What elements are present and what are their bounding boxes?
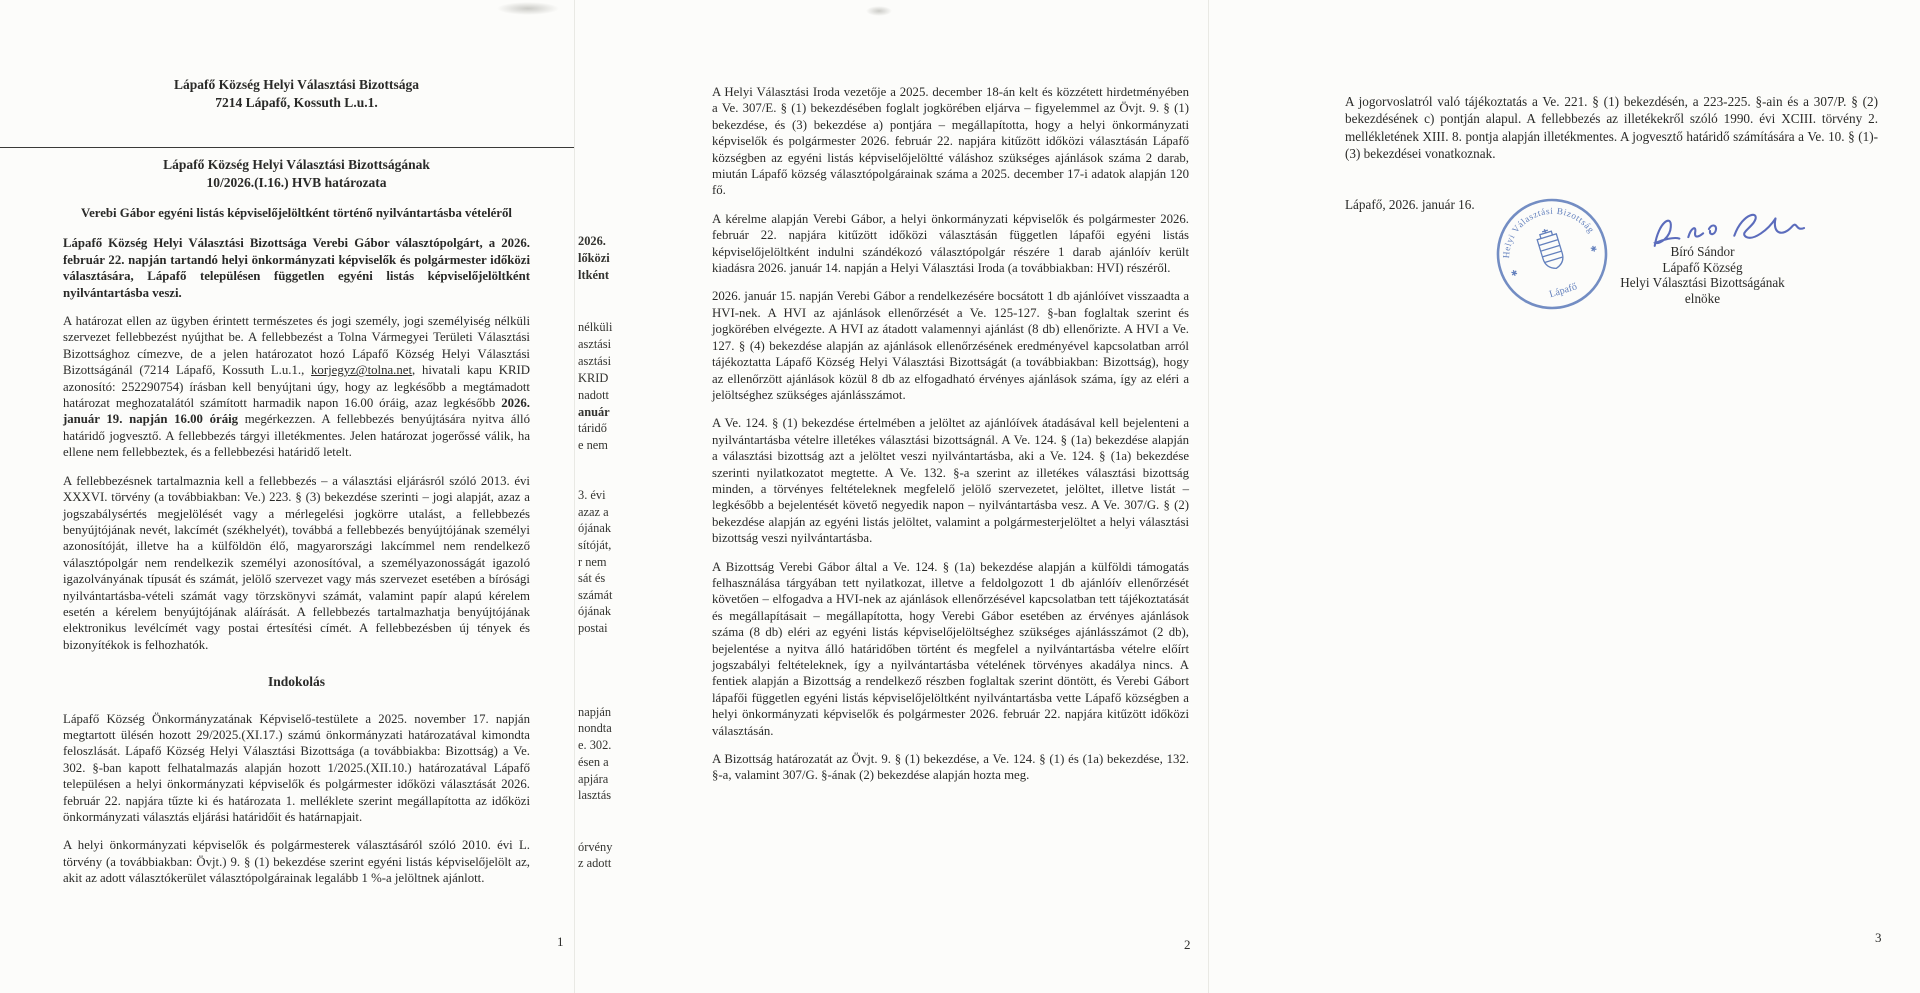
dissolution-paragraph: Lápafő Község Önkormányzatának Képviselő-testülete a 2025. november 17. napján megtartott ülésén hozott 29/2025.(XI.17.) számú önkormányzati határozatával kimondta feloszlását. Lápafő Község Helyi Választási Bizottsága (a továbbiakba: Bizottság) a Ve. 302. §-ban kapott felhatalmazás alapján hozott 1/2025.(XII.10.) határozatával Lápafő településen a helyi önkormányzati képviselők és polgármester időközi választását 2026. február 22. napjára tűzte ki és határozata 1. melléklete szerint megállapította az időközi önkormányzati választás eljárási határidőit és határnapjait.: [63, 711, 530, 824]
scan-artifact-fragment: postai: [578, 621, 608, 635]
operative-paragraph: Lápafő Község Helyi Választási Bizottsága Verebi Gábor választópolgárt, a 2026. február 22. napján tartandó helyi önkormányzati képviselők és polgármester időközi választására, Lápafő településen független egyéni listás képviselőjelöltként nyilvántartásba veszi.: [63, 236, 530, 300]
signer-org-line2: Helyi Választási Bizottságának: [1620, 275, 1785, 291]
scan-artifact-fragment: r nem: [578, 555, 607, 569]
letterhead-line1: Lápafő Község Helyi Választási Bizottsága: [174, 77, 419, 92]
stamp-star-right: ✱: [1589, 243, 1599, 255]
scan-artifact-fragment: asztási: [578, 337, 612, 351]
scan-smudge: [866, 6, 892, 16]
appeal-text-pre: A határozat ellen az ügyben érintett természetes és jogi személy, jogi személyiség nélküli szervezet fellebbezést nyújthat be. A fellebbezést a Tolna Vármegyei Területi Választási Bizottsághoz címezve, de a jelen határozatot hozó Lápafő Község Helyi Választási Bizottságánál (7214 Lápafő, Kossuth L.u.1.,: [63, 314, 530, 378]
signer-role: elnöke: [1684, 290, 1721, 306]
scan-artifact-fragment: asztási: [578, 354, 612, 368]
page-number-1: 1: [557, 934, 564, 949]
appeal-email: korjegyz@tolna.net: [311, 363, 413, 378]
legal-basis-paragraph: A Bizottság határozatát az Övjt. 9. § (1) bekezdése, a Ve. 124. § (1) és (1a) bekezdése, 132. §-a, valamint 307/G. §-ának (2) bekezdése alapján hozta meg.: [712, 752, 1189, 783]
signature-block: [1585, 244, 1820, 306]
scan-artifact-fragment: ltként: [578, 268, 609, 282]
signer-org-line1: Lápafő Község: [1662, 259, 1743, 275]
page1-body: [63, 156, 530, 887]
scan-edge-artifacts: [578, 0, 658, 993]
decision-title-line1: Lápafő Község Helyi Választási Bizottságának: [163, 157, 430, 172]
page-number-3: 3: [1875, 930, 1882, 945]
scan-artifact-fragment: 2026.: [578, 234, 606, 248]
scan-artifact-fragment: sítóját,: [578, 538, 612, 552]
scan-artifact-fragment: nadott: [578, 388, 609, 402]
appeal-paragraph: [63, 313, 530, 461]
letterhead-line2: 7214 Lápafő, Kossuth L.u.1.: [215, 95, 378, 110]
scan-artifact-fragment: számát: [578, 588, 613, 602]
page-number-2: 2: [1184, 937, 1191, 952]
ovjt-paragraph: A helyi önkormányzati képviselők és polgármesterek választásáról szóló 2010. évi L. törvény (a továbbiakban: Övjt.) 9. § (1) bekezdése szerint egyéni listás képviselőjelölt az, akit az adott választókerület választópolgárainak legalább 1 %-a jelöltnek ajánlott.: [63, 838, 530, 886]
page2-body: [712, 84, 1189, 796]
scan-artifact-fragment: azaz a: [578, 505, 609, 519]
signer-name: Bíró Sándor: [1670, 244, 1735, 259]
stamp-star-left: ✱: [1509, 268, 1519, 279]
scan-artifact-fragment: ójának: [578, 604, 612, 618]
decision-title: [63, 156, 530, 192]
scan-artifact-fragment: ójának: [578, 521, 612, 535]
scan-artifact-fragment: z adott: [578, 856, 612, 870]
scan-artifact-fragment: sát és: [578, 571, 606, 585]
appeal-content-paragraph: A fellebbezésnek tartalmaznia kell a fellebbezés – a választási eljárásról szóló 2013. évi XXXVI. törvény (a továbbiakban: Ve.) 223. § (3) bekezdése szerinti – jogi alapját, azaz a jogszabálysértés megjelölését vagy a mérlegelési jogkörre utalást, a fellebbezés benyújtójának nevét, lakcímét (székhelyét), továbbá a fellebbezés benyújtójának személyi azonosítóját, illetve ha a külföldön élő, magyarországi lakcímmel nem rendelkező választópolgár nem rendelkezik személyi azonosítóval, a személyazonosságát igazoló igazolványának típusát és számát, jelölő szervezet vagy más szervezet esetében a bírósági nyilvántartásba-vételi számát vagy törzskönyvi számát, valamint papír alapú kérelem esetén a kérelem benyújtójának aláírását. A fellebbezés tartalmazhatja benyújtójának elektronikus levélcímét vagy postai értesítési címét. A fellebbezésben új tények és bizonyítékok is felhozhatók.: [63, 473, 530, 652]
stamp-bottom-text: Lápafő: [1548, 281, 1579, 301]
appeal-deadline: 2026. január 19. napján 16.00 óráig: [63, 396, 530, 427]
page1-letterhead: [63, 76, 530, 112]
scan-artifact-fragment: e. 302.: [578, 738, 612, 752]
appeal-text-mid: , hivatali kapu KRID azonosító: 252290754) írásban kell benyújtani úgy, hogy az legkésőbb a megtámadott határozat meghozatalától számított harmadik napon 16.00 óráig, azaz legkésőbb: [63, 363, 530, 411]
decision-subject: Verebi Gábor egyéni listás képviselőjelöltként történő nyilvántartásba vételéről: [81, 206, 512, 220]
ve124-paragraph: A Ve. 124. § (1) bekezdése értelmében a jelöltet az ajánlóívek átadásával kell bejelenteni a nyilvántartásba vételre illetékes választási bizottságnál. A Ve. 124. § (1a) bekezdése alapján a választási bizottság azt a jelöltet veszi nyilvántartásba, aki a Ve. 124. § (1a) bekezdése szerinti nyilatkozatot megtette. A Ve. 132. §-a szerint az illetékes választási bizottság minden, a törvényes feltételeknek megfelelő jelölő szervezetet, jelöltet, illetve listát – legkésőbb a bejelentését követő negyedik napon – nyilvántartásba vesz. A Ve. 307/G. § (2) bekezdése alapján az egyéni listás jelöltet, valamint a polgármesterjelöltet a helyi választási bizottság veszi nyilvántartásba.: [712, 416, 1189, 546]
section-heading-indokolas: Indokolás: [267, 674, 326, 690]
scan-artifact-fragment: e nem: [578, 438, 608, 452]
sheet-issue-paragraph: A kérelme alapján Verebi Gábor, a helyi önkormányzati képviselők és polgármester 2026. február 22. napjára kitűzött időközi választásán független lápafői egyéni listás képviselőjelöltként indulni szándékozó választópolgár részére 1 darab ajánlóív került kiadásra 2026. január 14. napján a Helyi Választási Iroda (a továbbiakban: HVI) részéről.: [712, 211, 1189, 276]
hvi-notice-paragraph: A Helyi Választási Iroda vezetője a 2025. december 18-án kelt és közzétett hirdetményében a Ve. 307/E. § (1) bekezdésében foglalt jogkörében eljárva – figyelemmel az Övjt. 9. § (1) bekezdése, és (3) bekezdése a) pontjára – megállapította, hogy a helyi önkormányzati képviselők és polgármester 2026. február 22. napjára kitűzött időközi választásán Lápafő községben az egyéni listás képviselőjelöltté váláshoz szükséges ajánlások száma 2 darab, miután Lápafő község választópolgárainak száma a 2025. december 17-i adatok alapján 120 fő.: [712, 85, 1189, 198]
page3-body: [1345, 93, 1878, 163]
scan-artifact-fragment: nélküli: [578, 320, 613, 334]
stamp-ring-text: Helyi Választási Bizottság: [1501, 205, 1597, 259]
scan-artifact-fragment: táridő: [578, 421, 607, 435]
scan-artifact-fragment: órvény: [578, 840, 613, 854]
scan-artifact-fragment: nondta: [578, 721, 612, 735]
scan-artifact-fragment: 3. évi: [578, 488, 606, 502]
scan-artifact-fragment: apjára: [578, 772, 609, 786]
scan-artifact-fragment: KRID: [578, 371, 609, 385]
scan-smudge: [497, 2, 559, 15]
scan-artifact-fragment: ésen a: [578, 755, 609, 769]
scan-artifact-fragment: napján: [578, 705, 612, 719]
committee-finding-paragraph: A Bizottság Verebi Gábor által a Ve. 124. § (1a) bekezdése alapján a külföldi támogatás felhasználása tárgyában tett nyilatkozat, illetve a feldolgozott 1 db ajánlóív ellenőrzését követően – elfogadva a HVI-nek az ajánlások ellenőrzésével kapcsolatban tett tájékoztatását és megállapításait – megállapította, hogy Verebi Gábor esetében az érvényes ajánlások száma (8 db) eléri az egyéni listás képviselőjelöltséghez szükséges ajánlásszámot (2 db), bejelentése a nyitva álló határidőben történt és megfelel a nyilvántartásba vételre előírt jogszabályi feltételeknek, így a nyilvántartásba vételének törvényes akadálya nincs. A fentiek alapján a Bizottság a rendelkező részben foglaltak szerint döntött, és Verebi Gábort lápafői független egyéni listás képviselőjelöltként nyilvántartásba vette Lápafő községben a helyi önkormányzati képviselők és polgármester 2026. február 22. napjára kitűzött időközi választásán.: [712, 559, 1189, 738]
remedy-info-paragraph: A jogorvoslatról való tájékoztatás a Ve. 221. § (1) bekezdésén, a 223-225. §-ain és a 307/P. § (2) bekezdésének c) pontján alapul. A fellebbezés az illetékekről szóló 1990. évi XCIII. törvény 2. mellékletének XIII. 8. pontja alapján illetékmentes. A jogvesztő határidő számítására a Ve. 10. § (1)-(3) bekezdései vonatkoznak.: [1345, 94, 1878, 162]
page-seam-1-2: [574, 0, 575, 993]
date-line: Lápafő, 2026. január 16.: [1345, 197, 1475, 212]
letterhead-rule: [0, 147, 574, 148]
page-seam-2-3: [1208, 0, 1209, 993]
scan-artifact-fragment: anuár: [578, 405, 610, 419]
coat-of-arms-icon: [1535, 226, 1566, 271]
appeal-text-post: megérkezzen. A fellebbezés benyújtására nyitva álló határidő jogvesztő. A fellebbezés tárgyi illetékmentes. Jelen határozat jogerőssé válik, ha ellene nem fellebbeztek, és a fellebbezési határidő letelt.: [63, 412, 530, 460]
decision-title-line2: 10/2026.(I.16.) HVB határozata: [206, 175, 387, 190]
sheet-return-paragraph: 2026. január 15. napján Verebi Gábor a rendelkezésére bocsátott 1 db ajánlóívet visszaadta a HVI-nek. A HVI az ajánlások ellenőrzését a Ve. 125-127. §-ban foglaltak szerint és jogkörében elvégezte. A HVI az átadott valamennyi ajánlást (8 db) ellenőrizte. A HVI a Ve. 127. § (4) bekezdése alapján az ajánlások ellenőrzésének eredményével kapcsolatban arról tájékoztatta Lápafő Község Helyi Választási Bizottságát (a továbbiakban: Bizottság), hogy az ellenőrzött ajánlások közül 8 db az elfogadható érvényes ajánlások száma, így az eléri a jelöltséghez szükséges ajánlásszámot.: [712, 289, 1189, 402]
scan-artifact-fragment: lőközi: [578, 251, 610, 265]
scan-artifact-fragment: lasztás: [578, 788, 612, 802]
